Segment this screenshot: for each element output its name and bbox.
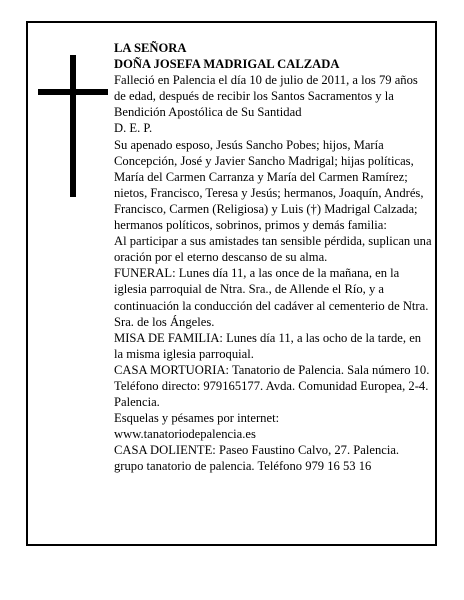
prayer-request: Al participar a sus amistades tan sensible pérdida, suplican una oración por el eterno descanso de su alma. xyxy=(114,234,432,265)
website-link: www.tanatoriodepalencia.es xyxy=(114,427,256,442)
deceased-name: DOÑA JOSEFA MADRIGAL CALZADA xyxy=(114,57,340,72)
latin-cross-icon xyxy=(38,55,114,197)
family-list: Su apenado esposo, Jesús Sancho Pobes; hijos, María Concepción, José y Javier Sancho Madrigal; hijas políticas, María del Carmen Carranza y María del Carmen Ramírez; nietos, Francisco, Teresa y Jesús; hermanos, Joaquín, Andrés, Francisco, Carmen (Religiosa) y Luis (†) Madrigal Calzada; hermanos políticos, sobrinos, primos y demás familia: xyxy=(114,137,424,233)
rip-line: D. E. P. xyxy=(114,121,153,136)
heading-title: LA SEÑORA xyxy=(114,41,187,55)
internet-condolences-label: Esquelas y pésames por internet: xyxy=(114,411,280,426)
death-announcement: Falleció en Palencia el día 10 de julio de 2011, a los 79 años de edad, después de recibir los Santos Sacramentos y la Bendición Apostólica de Su Santidad xyxy=(114,73,418,120)
obituary-notice xyxy=(26,21,437,546)
cross-vertical-bar xyxy=(70,55,76,197)
mourning-house-info: CASA DOLIENTE: Paseo Faustino Calvo, 27. Palencia. xyxy=(114,443,400,458)
funeral-info: FUNERAL: Lunes día 11, a las once de la mañana, en la iglesia parroquial de Ntra. Sra., de Allende el Río, y a continuación la conducción del cadáver al cementerio de Ntra. Sra. de los Ángeles. xyxy=(114,266,429,329)
notice-text xyxy=(114,40,432,475)
funeral-home-info: CASA MORTUORIA: Tanatorio de Palencia. Sala número 10. Teléfono directo: 979165177. Avda. Comunidad Europea, 2-4. Palencia. xyxy=(114,362,430,410)
family-mass-info: MISA DE FAMILIA: Lunes día 11, a las ocho de la tarde, en la misma iglesia parroquial. xyxy=(114,330,422,361)
group-phone-info: grupo tanatorio de palencia. Teléfono 979 16 53 16 xyxy=(114,459,372,474)
cross-horizontal-bar xyxy=(38,89,108,95)
